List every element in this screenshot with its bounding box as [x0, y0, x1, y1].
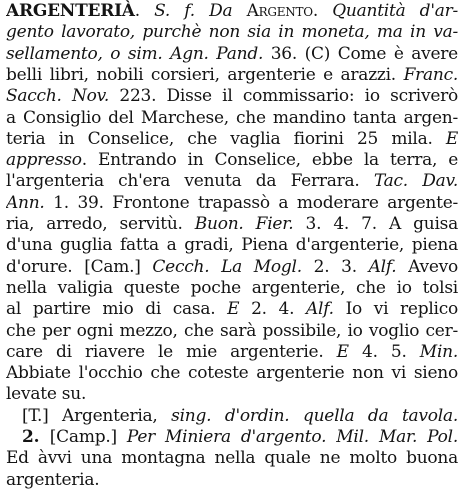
italic-text: Cecch. La Mogl.	[152, 256, 302, 277]
text-run: 223. Disse il commissario: io scriverò	[109, 86, 458, 107]
entry-line	[6, 469, 458, 492]
text-run: 4. 5.	[348, 341, 420, 362]
entry-line	[6, 362, 458, 385]
entry-line	[6, 213, 458, 236]
text-run: care di riavere le mie argenterie.	[6, 341, 337, 362]
text-run: teria in Conselice, che vaglia fiorini 25 mila.	[6, 128, 446, 149]
text-run: levate su.	[6, 384, 87, 405]
text-run: Ed àvvi una montagna nella quale ne molto buona	[6, 448, 458, 469]
text-run: Avevo	[396, 256, 458, 277]
entry-line	[6, 43, 458, 66]
italic-text: sing. d'ordin. quella da tavola.	[171, 405, 458, 426]
text-run: belli libri, nobili corsieri, argenterie e arazzi.	[6, 64, 404, 85]
text-run: [Camp.]	[49, 427, 127, 447]
italic-text: E	[445, 128, 458, 149]
text-run: nella valigia queste poche argenterie, che io tolsi	[6, 277, 458, 298]
entry-line	[6, 192, 458, 215]
entry-line	[6, 320, 458, 343]
italic-text: E	[336, 341, 349, 362]
text-run: Io vi replico	[333, 299, 458, 320]
headword: ARGENTERIÀ	[6, 1, 135, 21]
entry-line	[6, 85, 458, 108]
entry-line	[6, 383, 458, 406]
text-run: ria, arredo, servitù.	[6, 214, 195, 234]
italic-text: E	[227, 299, 240, 320]
text-run: 1. 39. Frontone trapassò a moderare argente-	[44, 192, 458, 213]
text-run: . Entrando in Conselice, ebbe la terra, e	[81, 150, 458, 171]
entry-line	[6, 21, 458, 44]
italic-text: Quantità d'ar-	[332, 1, 458, 21]
italic-text: appresso	[6, 150, 82, 171]
entry-line	[6, 128, 458, 151]
entry-line	[6, 341, 458, 364]
text-run: Abbiate l'occhio che coteste argenterie non vi sieno	[6, 363, 458, 384]
italic-text: sellamento, o sim. Agn. Pand.	[6, 43, 264, 64]
text-run: d'orure. [Cam.]	[6, 256, 153, 277]
text-run: a Consiglio del Marchese, che mandino tanta argen-	[6, 107, 458, 128]
entry-line	[6, 107, 458, 130]
entry-line	[6, 170, 458, 193]
text-run: al partire mio di casa.	[6, 299, 228, 320]
text-run: 2. 4.	[239, 299, 307, 320]
entry-line	[6, 277, 458, 300]
entry-line	[6, 256, 458, 279]
italic-text: Per Miniera d'argento. Mil. Mar. Pol.	[126, 427, 458, 447]
small-caps-text: Argento	[246, 1, 313, 21]
text-run: [T.] Argenteria,	[22, 405, 172, 426]
text-run: 2. 3.	[301, 256, 369, 277]
italic-text: gento lavorato, purchè non sia in moneta, ma in va-	[6, 22, 458, 43]
text-run: argenteria.	[6, 469, 100, 490]
text-run: d'una guglia fatta a gradi, Piena d'argenterie, piena	[6, 235, 458, 256]
italic-text: S. f. Da	[154, 1, 247, 21]
text-run: 3. 4. 7. A guisa	[293, 214, 458, 234]
headword: 2.	[22, 427, 50, 447]
text-run: .	[312, 1, 333, 21]
entry-line	[22, 426, 458, 449]
italic-text: Tac. Dav.	[373, 171, 458, 192]
entry-line	[6, 0, 458, 23]
italic-text: Franc.	[403, 64, 458, 85]
text-run: che per ogni mezzo, che sarà possibile, io voglio cer-	[6, 320, 458, 341]
text-run: .	[134, 1, 155, 21]
entry-line	[22, 405, 458, 428]
text-run: 36. (C) Come è avere	[263, 43, 458, 64]
entry-line	[6, 149, 458, 172]
entry-line	[6, 64, 458, 87]
italic-text: Alf.	[306, 299, 334, 320]
italic-text: Min.	[419, 341, 458, 362]
italic-text: Sacch. Nov.	[6, 86, 110, 107]
text-run: l'argenteria ch'era venuta da Ferrara.	[6, 171, 374, 192]
italic-text: Ann.	[6, 192, 45, 213]
entry-line	[6, 234, 458, 257]
italic-text: Alf.	[368, 256, 397, 277]
entry-line	[6, 447, 458, 470]
entry-line	[6, 298, 458, 321]
italic-text: Buon. Fier.	[194, 214, 294, 234]
